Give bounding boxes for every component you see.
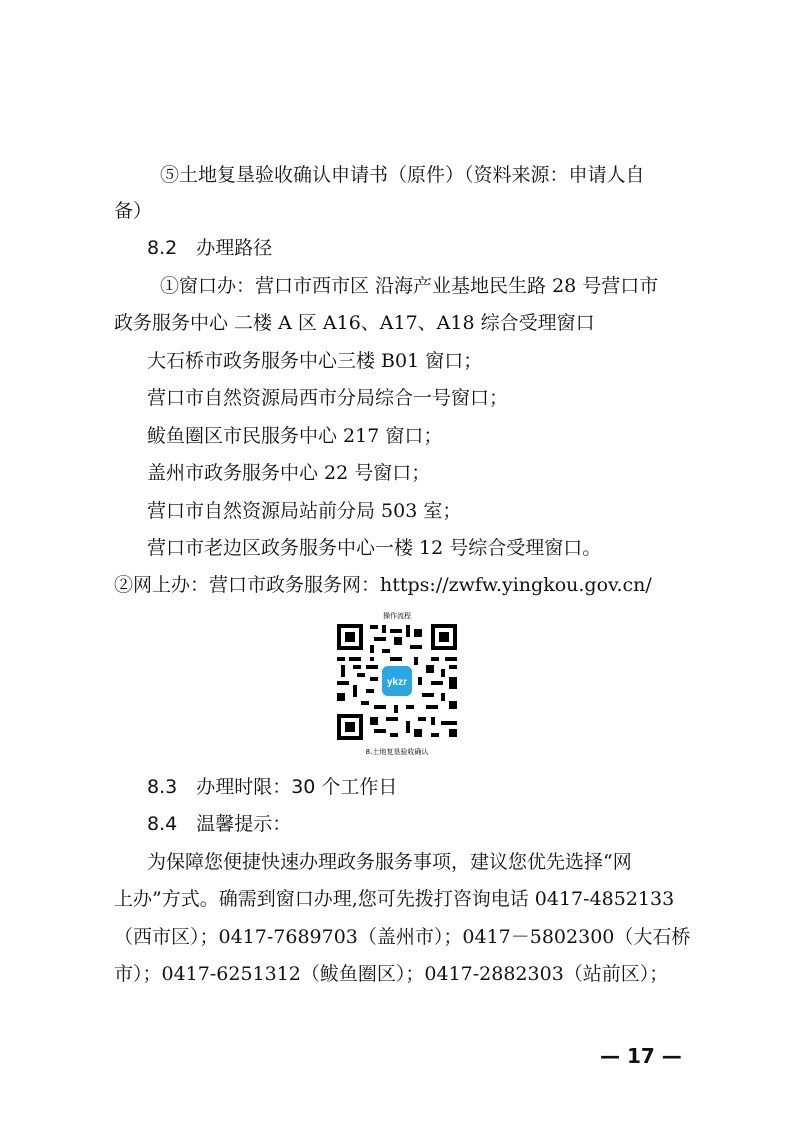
paragraph-line: （西市区）；0417-7689703（盖州市）；0417－5802300（大石桥: [114, 926, 691, 948]
section-heading-8-4: 8.4 温馨提示：: [147, 813, 292, 835]
paragraph-line: 大石桥市政务服务中心三楼 B01 窗口；: [147, 350, 483, 372]
paragraph-line: 上办”方式。确需到窗口办理,您可先拨打咨询电话 0417-4852133: [114, 888, 675, 910]
paragraph-line: 政务服务中心 二楼 A 区 A16、A17、A18 综合受理窗口: [114, 312, 595, 334]
qr-center-logo: ykzr: [386, 677, 408, 688]
paragraph-line: ②网上办：营口市政务服务网：https://zwfw.yingkou.gov.cn/: [114, 574, 652, 596]
qr-code-block: [330, 612, 464, 756]
page-number: — 17 —: [600, 1044, 682, 1068]
paragraph-line: ①窗口办：营口市西市区 沿海产业基地民生路 28 号营口市: [160, 275, 659, 297]
section-heading-8-3: 8.3 办理时限：30 个工作日: [147, 776, 398, 798]
qr-code-icon: [330, 620, 464, 744]
paragraph-line: 为保障您便捷快速办理政务服务事项，建议您优先选择“网: [147, 851, 632, 873]
paragraph-line: 营口市自然资源局西市分局综合一号窗口；: [147, 387, 509, 409]
paragraph-line: 营口市老边区政务服务中心一楼 12 号综合受理窗口。: [147, 537, 602, 559]
qr-top-caption: 操作流程: [383, 612, 411, 620]
paragraph-line: 鲅鱼圈区市民服务中心 217 窗口；: [147, 425, 443, 447]
paragraph-line: ⑤土地复垦验收确认申请书（原件）（资料来源：申请人自: [160, 164, 645, 186]
qr-bottom-caption: 8.土地复垦验收确认: [365, 748, 429, 756]
paragraph-line: 盖州市政务服务中心 22 号窗口；: [147, 462, 431, 484]
paragraph-line: 营口市自然资源局站前分局 503 室；: [147, 500, 462, 522]
paragraph-line: 备）: [114, 200, 153, 222]
section-heading-8-2: 8.2 办理路径: [147, 237, 273, 259]
paragraph-line: 市）；0417-6251312（鲅鱼圈区）；0417-2882303（站前区）；: [114, 963, 669, 985]
